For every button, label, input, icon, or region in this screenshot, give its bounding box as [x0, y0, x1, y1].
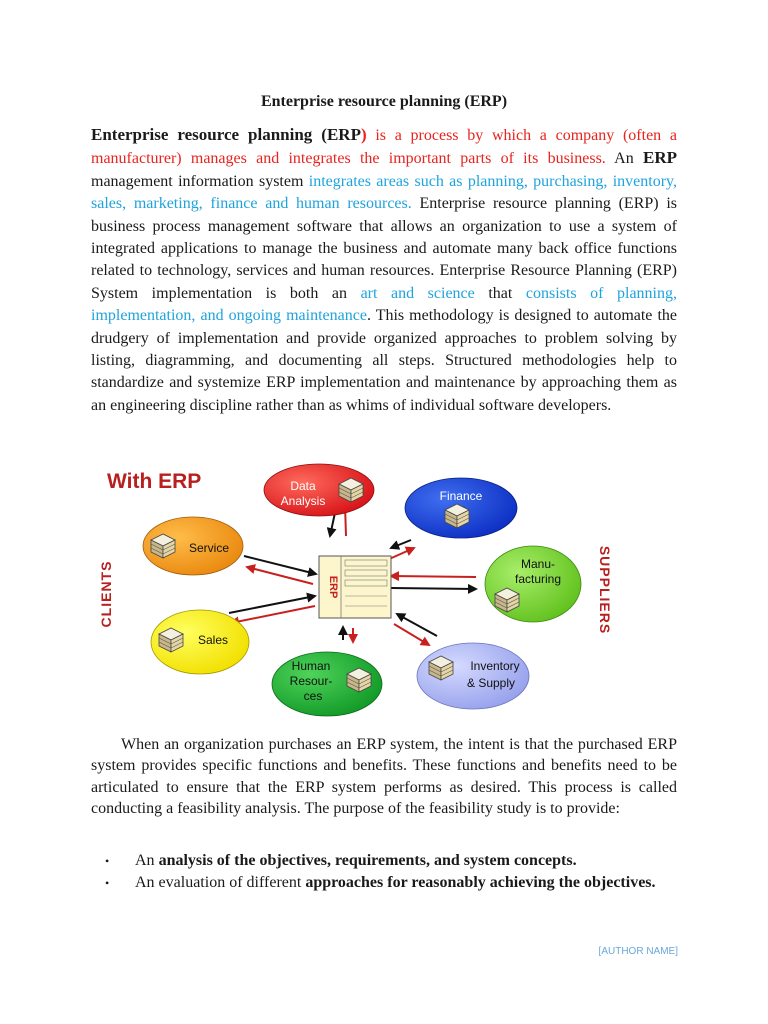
erp-core — [319, 556, 391, 618]
diagram-heading: With ERP — [107, 470, 202, 493]
svg-text:Resour-: Resour- — [289, 674, 333, 688]
integration-highlight: integrates areas such as planning, purchasing, inventory, sales, marketing, finance and human resources. — [91, 172, 678, 213]
node-manufacturing — [485, 546, 581, 622]
node-service — [143, 517, 243, 575]
intro-paragraph: Enterprise resource planning (ERP) is a process by which a company (often a manufacturer) manages and integrates the important parts of its business. An ERP management information system integrates areas such as planning, purchasing, inventory, sales, marketing, finance and human resources. Enterprise resource planning (ERP) is business process management software that allows an organization to use a system of integrated applications to manage the business and automate many back office functions related to technology, services and human resources. Enterprise Resource Planning (ERP) System implementation is both an art and science that consists of planning, implementation, and ongoing maintenance. This methodology is designed to automate the drudgery of implementation and provide organized approaches to problem solving by listing, diagramming, and documenting all steps. Structured methodologies help to standardize and systemize ERP implementation and maintenance by approaching them as an engineering discipline rather than as whims of individual software developers. — [91, 125, 678, 414]
svg-text:Inventory: Inventory — [470, 659, 520, 673]
erp-diagram — [91, 456, 623, 718]
node-data-analysis — [264, 464, 374, 516]
definition-highlight: is a process by which a company (often a manufacturer) manages and integrates the important parts of its business. — [91, 127, 677, 168]
svg-text:facturing: facturing — [514, 572, 562, 586]
page-title: Enterprise resource planning (ERP) — [260, 93, 508, 110]
term-erp: Enterprise resource planning ( — [91, 125, 327, 144]
svg-text:ces: ces — [303, 689, 323, 703]
list-item: • An analysis of the objectives, requirements, and system concepts. — [91, 850, 677, 872]
svg-text:Finance: Finance — [439, 489, 483, 503]
svg-text:Sales: Sales — [197, 633, 229, 647]
node-human-resources — [272, 652, 382, 716]
svg-text:Data: Data — [290, 479, 316, 493]
list-item: • An evaluation of different approaches for reasonably achieving the objectives. — [91, 872, 677, 894]
node-finance — [405, 478, 517, 538]
suppliers-label: SUPPLIERS — [597, 545, 613, 635]
node-inventory-supply — [417, 643, 529, 709]
svg-text:& Supply: & Supply — [466, 676, 516, 690]
clients-label: CLIENTS — [98, 560, 114, 628]
author-footer: [AUTHOR NAME] — [598, 946, 678, 957]
lifecycle-highlight: consists of planning, implementation, and ongoing maintenance — [91, 284, 678, 325]
art-science-highlight: art and science — [360, 284, 475, 302]
svg-text:Service: Service — [188, 541, 230, 555]
erp-core-label: ERP — [327, 575, 339, 599]
feasibility-paragraph: When an organization purchases an ERP system, the intent is that the purchased ERP system provides specific functions and benefits. These functions and benefits need to be articulated to ensure that the ERP system performs as desired. This process is called conducting a feasibility analysis. The purpose of the feasibility study is to provide: — [91, 736, 677, 818]
node-sales — [151, 610, 249, 674]
feasibility-list — [91, 850, 677, 894]
bullet-icon: • — [105, 854, 110, 868]
svg-text:Manu-: Manu- — [520, 557, 556, 571]
svg-text:Analysis: Analysis — [280, 494, 326, 508]
svg-text:Human: Human — [291, 659, 331, 673]
bullet-icon: • — [105, 876, 110, 890]
